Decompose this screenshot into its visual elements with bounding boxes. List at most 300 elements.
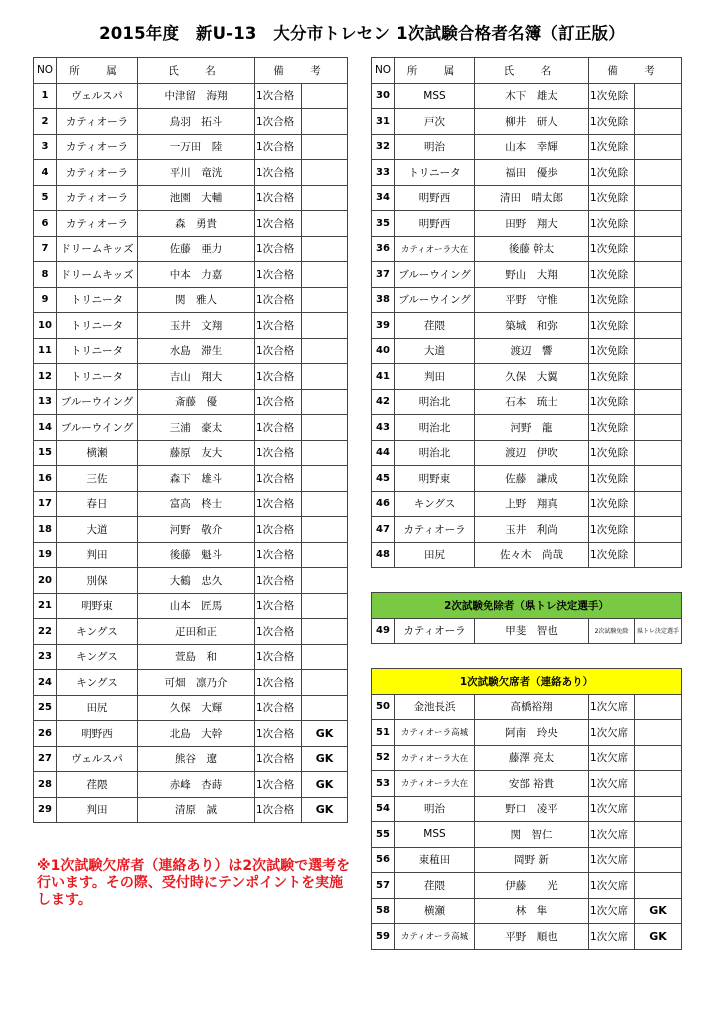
cell-club: 別保 <box>57 568 138 594</box>
table-row <box>34 644 348 670</box>
cell-name: 柳井 研人 <box>475 109 589 135</box>
cell-no: 33 <box>372 160 395 186</box>
cell-name: 野口 凌平 <box>475 796 589 822</box>
cell-remark: GK <box>635 898 682 924</box>
cell-no: 22 <box>34 619 57 645</box>
cell-name: 平野 守惟 <box>475 287 589 313</box>
cell-remark <box>635 313 682 339</box>
cell-status: 1次免除 <box>589 287 635 313</box>
table-row <box>372 618 682 644</box>
cell-remark <box>635 389 682 415</box>
cell-status: 1次合格 <box>255 797 302 823</box>
table-row <box>34 517 348 543</box>
cell-no: 5 <box>34 185 57 211</box>
cell-status: 1次免除 <box>589 109 635 135</box>
cell-no: 35 <box>372 211 395 237</box>
header-row <box>34 58 348 84</box>
cell-status: 1次免除 <box>589 134 635 160</box>
cell-club: ドリームキッズ <box>57 262 138 288</box>
cell-status: 1次欠席 <box>589 796 635 822</box>
cell-name: 阿南 玲央 <box>475 720 589 746</box>
table-row <box>372 83 682 109</box>
cell-name: 中津留 海翔 <box>138 83 255 109</box>
cell-club: 明治 <box>395 134 475 160</box>
cell-status: 1次欠席 <box>589 720 635 746</box>
cell-remark <box>302 644 348 670</box>
cell-club: ドリームキッズ <box>57 236 138 262</box>
absent-table <box>371 668 682 950</box>
cell-name: 後藤 魁斗 <box>138 542 255 568</box>
cell-status: 2次試験免除 <box>589 618 635 644</box>
cell-name: 池園 大輔 <box>138 185 255 211</box>
cell-name: 築城 和弥 <box>475 313 589 339</box>
cell-remark <box>635 771 682 797</box>
table-row <box>372 745 682 771</box>
cell-club: 荏隈 <box>395 873 475 899</box>
cell-status: 1次欠席 <box>589 847 635 873</box>
cell-club: トリニータ <box>57 313 138 339</box>
cell-no: 40 <box>372 338 395 364</box>
cell-club: カティオーラ <box>57 160 138 186</box>
cell-no: 53 <box>372 771 395 797</box>
cell-name: 玉井 利尚 <box>475 517 589 543</box>
cell-status: 1次合格 <box>255 695 302 721</box>
cell-no: 4 <box>34 160 57 186</box>
cell-name: 渡辺 伊吹 <box>475 440 589 466</box>
cell-name: 木下 雄太 <box>475 83 589 109</box>
table-row <box>372 542 682 568</box>
cell-name: 大鶴 忠久 <box>138 568 255 594</box>
cell-name: 野山 大翔 <box>475 262 589 288</box>
cell-club: MSS <box>395 83 475 109</box>
cell-status: 1次欠席 <box>589 694 635 720</box>
cell-remark <box>302 262 348 288</box>
cell-club: 判田 <box>57 797 138 823</box>
passed-table-left <box>33 57 348 823</box>
cell-name: 可畑 凛乃介 <box>138 670 255 696</box>
cell-remark <box>635 796 682 822</box>
cell-club: 明野東 <box>57 593 138 619</box>
table-row <box>34 772 348 798</box>
cell-no: 38 <box>372 287 395 313</box>
cell-no: 52 <box>372 745 395 771</box>
cell-name: 田野 翔大 <box>475 211 589 237</box>
cell-remark <box>302 313 348 339</box>
cell-status: 1次欠席 <box>589 898 635 924</box>
cell-name: 岡野 新 <box>475 847 589 873</box>
cell-status: 1次欠席 <box>589 924 635 950</box>
cell-status: 1次合格 <box>255 542 302 568</box>
table-row <box>34 287 348 313</box>
cell-status: 1次合格 <box>255 415 302 441</box>
cell-club: キングス <box>57 644 138 670</box>
cell-name: 福田 優歩 <box>475 160 589 186</box>
cell-no: 24 <box>34 670 57 696</box>
cell-no: 7 <box>34 236 57 262</box>
table-row <box>34 109 348 135</box>
cell-club: カティオーラ大在 <box>395 771 475 797</box>
table-row <box>34 491 348 517</box>
cell-no: 49 <box>372 618 395 644</box>
cell-no: 46 <box>372 491 395 517</box>
cell-name: 一万田 陸 <box>138 134 255 160</box>
cell-no: 54 <box>372 796 395 822</box>
cell-name: 伊藤 光 <box>475 873 589 899</box>
cell-remark <box>302 415 348 441</box>
cell-name: 上野 翔真 <box>475 491 589 517</box>
cell-remark <box>635 847 682 873</box>
absent-note: ※1次試験欠席者（連絡あり）は2次試験で選考を行います。その際、受付時にテンポイントを実施します。 <box>37 858 351 908</box>
table-row <box>372 822 682 848</box>
page-title: 2015年度 新U-13 大分市トレセン 1次試験合格者名簿（訂正版） <box>99 24 625 43</box>
cell-no: 18 <box>34 517 57 543</box>
cell-no: 32 <box>372 134 395 160</box>
table-row <box>34 746 348 772</box>
header-no: NO <box>372 58 395 84</box>
table-row <box>34 160 348 186</box>
cell-status: 1次合格 <box>255 593 302 619</box>
cell-remark <box>635 466 682 492</box>
table-row <box>34 83 348 109</box>
header-club: 所 属 <box>395 58 475 84</box>
cell-remark <box>302 185 348 211</box>
cell-club: カティオーラ <box>57 185 138 211</box>
cell-name: 久保 大翼 <box>475 364 589 390</box>
table-row <box>34 568 348 594</box>
table-row <box>372 796 682 822</box>
table-row <box>372 771 682 797</box>
cell-remark <box>635 694 682 720</box>
cell-status: 1次合格 <box>255 185 302 211</box>
table-row <box>372 236 682 262</box>
cell-status: 1次免除 <box>589 160 635 186</box>
table-row <box>372 211 682 237</box>
second-exempt-table <box>371 592 682 644</box>
cell-name: 甲斐 智也 <box>475 618 589 644</box>
cell-no: 34 <box>372 185 395 211</box>
cell-no: 14 <box>34 415 57 441</box>
cell-no: 12 <box>34 364 57 390</box>
cell-no: 37 <box>372 262 395 288</box>
cell-club: カティオーラ <box>57 134 138 160</box>
cell-no: 48 <box>372 542 395 568</box>
cell-name: 関 雅人 <box>138 287 255 313</box>
cell-name: 平川 竜洸 <box>138 160 255 186</box>
table-row <box>34 721 348 747</box>
cell-remark <box>635 160 682 186</box>
cell-club: 金池長浜 <box>395 694 475 720</box>
header-club: 所 属 <box>57 58 138 84</box>
cell-status: 1次免除 <box>589 211 635 237</box>
cell-name: 安部 裕貴 <box>475 771 589 797</box>
cell-club: 明治 <box>395 796 475 822</box>
cell-no: 8 <box>34 262 57 288</box>
cell-club: トリニータ <box>395 160 475 186</box>
cell-club: 明治北 <box>395 440 475 466</box>
cell-club: 大道 <box>395 338 475 364</box>
cell-club: カティオーラ高城 <box>395 720 475 746</box>
cell-remark: GK <box>302 797 348 823</box>
cell-remark <box>302 440 348 466</box>
cell-status: 1次合格 <box>255 364 302 390</box>
cell-name: 中本 力嘉 <box>138 262 255 288</box>
cell-status: 1次合格 <box>255 466 302 492</box>
cell-club: 戸次 <box>395 109 475 135</box>
cell-name: 佐藤 亜力 <box>138 236 255 262</box>
cell-no: 31 <box>372 109 395 135</box>
cell-status: 1次欠席 <box>589 771 635 797</box>
cell-club: 田尻 <box>395 542 475 568</box>
cell-name: 吉山 翔大 <box>138 364 255 390</box>
table-row <box>372 109 682 135</box>
cell-name: 三浦 豪太 <box>138 415 255 441</box>
cell-remark: 県トレ決定選手 <box>635 618 682 644</box>
table-row <box>372 517 682 543</box>
cell-remark <box>635 440 682 466</box>
cell-no: 41 <box>372 364 395 390</box>
cell-remark <box>302 134 348 160</box>
table-row <box>34 440 348 466</box>
table-row <box>34 415 348 441</box>
cell-remark <box>635 287 682 313</box>
cell-remark <box>302 695 348 721</box>
cell-name: 藤澤 亮太 <box>475 745 589 771</box>
cell-club: 大道 <box>57 517 138 543</box>
cell-club: 明野西 <box>57 721 138 747</box>
cell-name: 佐々木 尚哉 <box>475 542 589 568</box>
table-row <box>34 134 348 160</box>
cell-no: 11 <box>34 338 57 364</box>
cell-remark <box>635 720 682 746</box>
cell-remark <box>635 338 682 364</box>
cell-name: 久保 大輝 <box>138 695 255 721</box>
header-remarks: 備 考 <box>255 58 348 84</box>
cell-status: 1次欠席 <box>589 873 635 899</box>
cell-remark: GK <box>302 746 348 772</box>
cell-remark <box>302 338 348 364</box>
table-row <box>372 720 682 746</box>
cell-no: 29 <box>34 797 57 823</box>
cell-remark <box>302 568 348 594</box>
cell-club: 春日 <box>57 491 138 517</box>
cell-club: キングス <box>395 491 475 517</box>
cell-club: 荏隈 <box>57 772 138 798</box>
cell-remark <box>302 287 348 313</box>
cell-name: 清田 晴太郎 <box>475 185 589 211</box>
cell-no: 19 <box>34 542 57 568</box>
cell-status: 1次合格 <box>255 109 302 135</box>
cell-club: トリニータ <box>57 364 138 390</box>
table-row <box>34 338 348 364</box>
cell-remark <box>635 517 682 543</box>
cell-no: 58 <box>372 898 395 924</box>
cell-name: 山本 匠馬 <box>138 593 255 619</box>
table-row <box>34 185 348 211</box>
table-row <box>372 873 682 899</box>
table-row <box>372 466 682 492</box>
cell-name: 赤峰 杏蒔 <box>138 772 255 798</box>
table-row <box>34 619 348 645</box>
cell-name: 山本 幸輝 <box>475 134 589 160</box>
cell-club: キングス <box>57 619 138 645</box>
cell-no: 21 <box>34 593 57 619</box>
table-row <box>34 670 348 696</box>
table-row <box>34 542 348 568</box>
cell-name: 水島 滞生 <box>138 338 255 364</box>
cell-remark <box>635 83 682 109</box>
cell-name: 林 隼 <box>475 898 589 924</box>
table-row <box>34 236 348 262</box>
table-row <box>34 466 348 492</box>
cell-no: 10 <box>34 313 57 339</box>
table-row <box>372 924 682 950</box>
cell-club: カティオーラ大在 <box>395 745 475 771</box>
table-row <box>372 694 682 720</box>
cell-status: 1次合格 <box>255 389 302 415</box>
cell-name: 森 勇貴 <box>138 211 255 237</box>
cell-no: 13 <box>34 389 57 415</box>
cell-status: 1次合格 <box>255 134 302 160</box>
cell-name: 藤原 友大 <box>138 440 255 466</box>
cell-no: 9 <box>34 287 57 313</box>
cell-status: 1次免除 <box>589 83 635 109</box>
table-row <box>372 364 682 390</box>
cell-name: 富高 柊士 <box>138 491 255 517</box>
cell-no: 47 <box>372 517 395 543</box>
cell-remark <box>635 134 682 160</box>
cell-status: 1次合格 <box>255 721 302 747</box>
cell-no: 28 <box>34 772 57 798</box>
cell-no: 25 <box>34 695 57 721</box>
cell-club: 明治北 <box>395 415 475 441</box>
cell-no: 27 <box>34 746 57 772</box>
cell-status: 1次合格 <box>255 491 302 517</box>
cell-status: 1次合格 <box>255 262 302 288</box>
table-row <box>34 364 348 390</box>
cell-remark <box>635 211 682 237</box>
cell-status: 1次合格 <box>255 746 302 772</box>
cell-club: 明治北 <box>395 389 475 415</box>
cell-status: 1次合格 <box>255 287 302 313</box>
cell-club: 明野西 <box>395 211 475 237</box>
cell-no: 51 <box>372 720 395 746</box>
cell-status: 1次合格 <box>255 644 302 670</box>
table-row <box>34 797 348 823</box>
cell-status: 1次合格 <box>255 568 302 594</box>
table-row <box>372 491 682 517</box>
cell-name: 萱島 和 <box>138 644 255 670</box>
cell-status: 1次免除 <box>589 491 635 517</box>
section-heading: 2次試験免除者（県トレ決定選手） <box>372 593 682 619</box>
cell-remark <box>302 211 348 237</box>
cell-no: 30 <box>372 83 395 109</box>
table-row <box>372 287 682 313</box>
cell-name: 森下 雄斗 <box>138 466 255 492</box>
cell-club: 判田 <box>57 542 138 568</box>
cell-remark <box>302 364 348 390</box>
table-row <box>372 262 682 288</box>
cell-remark <box>302 542 348 568</box>
table-row <box>34 211 348 237</box>
cell-status: 1次合格 <box>255 772 302 798</box>
cell-no: 23 <box>34 644 57 670</box>
cell-club: トリニータ <box>57 338 138 364</box>
cell-status: 1次合格 <box>255 160 302 186</box>
cell-status: 1次免除 <box>589 466 635 492</box>
cell-club: ブルーウイング <box>57 389 138 415</box>
cell-status: 1次免除 <box>589 236 635 262</box>
cell-name: 清原 誠 <box>138 797 255 823</box>
cell-club: 横瀬 <box>57 440 138 466</box>
cell-no: 44 <box>372 440 395 466</box>
table-row <box>34 593 348 619</box>
cell-club: 横瀬 <box>395 898 475 924</box>
cell-no: 55 <box>372 822 395 848</box>
cell-remark: GK <box>635 924 682 950</box>
cell-remark <box>302 619 348 645</box>
cell-status: 1次免除 <box>589 517 635 543</box>
cell-remark <box>635 873 682 899</box>
cell-remark <box>302 236 348 262</box>
cell-club: ブルーウイング <box>395 262 475 288</box>
cell-remark <box>635 491 682 517</box>
cell-no: 2 <box>34 109 57 135</box>
cell-remark <box>302 491 348 517</box>
cell-status: 1次欠席 <box>589 822 635 848</box>
cell-name: 後藤 幹太 <box>475 236 589 262</box>
cell-remark <box>635 364 682 390</box>
cell-club: 荏隈 <box>395 313 475 339</box>
cell-remark <box>302 670 348 696</box>
header-name: 氏 名 <box>475 58 589 84</box>
cell-club: カティオーラ <box>395 618 475 644</box>
cell-remark <box>635 822 682 848</box>
cell-club: MSS <box>395 822 475 848</box>
cell-club: 東稙田 <box>395 847 475 873</box>
cell-name: 関 智仁 <box>475 822 589 848</box>
cell-status: 1次合格 <box>255 440 302 466</box>
cell-status: 1次合格 <box>255 83 302 109</box>
cell-club: キングス <box>57 670 138 696</box>
cell-remark <box>635 262 682 288</box>
cell-name: 河野 敬介 <box>138 517 255 543</box>
cell-status: 1次免除 <box>589 313 635 339</box>
header-remarks: 備 考 <box>589 58 682 84</box>
cell-name: 平野 順也 <box>475 924 589 950</box>
cell-club: ヴェルスパ <box>57 83 138 109</box>
table-row <box>372 898 682 924</box>
cell-name: 熊谷 遼 <box>138 746 255 772</box>
cell-remark <box>302 593 348 619</box>
cell-club: カティオーラ <box>395 517 475 543</box>
cell-status: 1次合格 <box>255 313 302 339</box>
cell-club: 三佐 <box>57 466 138 492</box>
cell-status: 1次合格 <box>255 517 302 543</box>
cell-no: 39 <box>372 313 395 339</box>
exempt-table-right <box>371 57 682 568</box>
cell-name: 北島 大幹 <box>138 721 255 747</box>
cell-name: 斎藤 優 <box>138 389 255 415</box>
cell-status: 1次合格 <box>255 236 302 262</box>
cell-status: 1次免除 <box>589 415 635 441</box>
cell-remark <box>302 109 348 135</box>
cell-club: カティオーラ <box>57 109 138 135</box>
cell-remark <box>302 389 348 415</box>
table-row <box>372 338 682 364</box>
cell-remark <box>635 415 682 441</box>
cell-status: 1次合格 <box>255 211 302 237</box>
section-heading: 1次試験欠席者（連絡あり） <box>372 669 682 695</box>
